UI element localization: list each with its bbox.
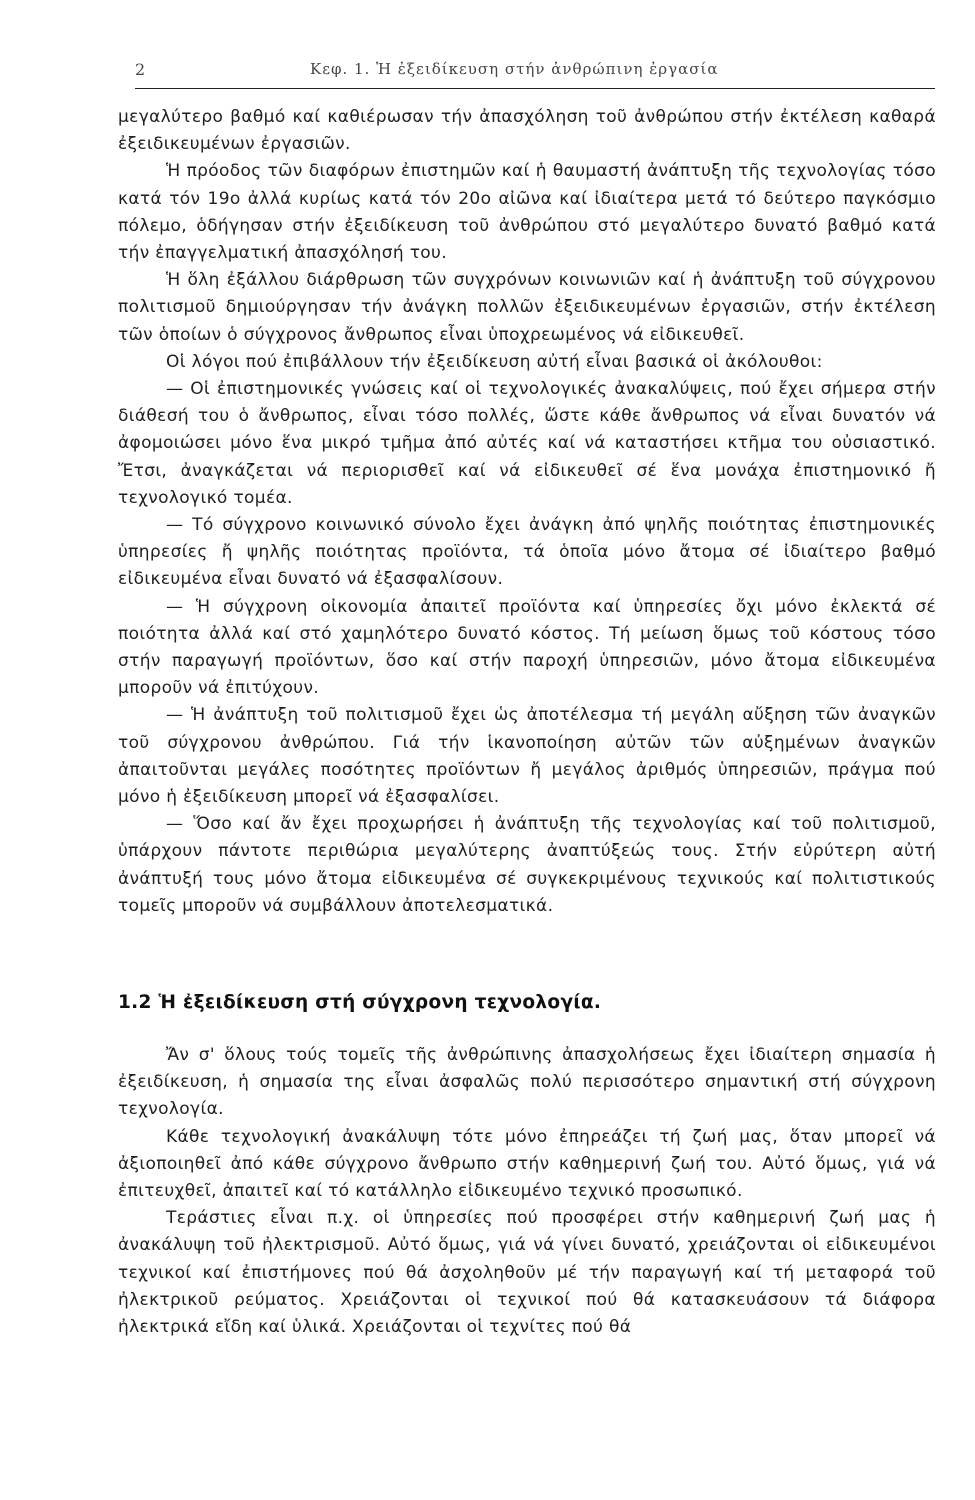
intro-text-block xyxy=(118,104,936,920)
paragraph: Κάθε τεχνολογική ἀνακάλυψη τότε μόνο ἐπηρεάζει τή ζωή μας, ὅταν μπορεῖ νά ἀξιοποιηθεῖ ἀπό κάθε σύγχρονο ἄνθρωπο στήν καθημερινή ζωή του. Αὐτό ὅμως, γιά νά ἐπιτευχθεῖ, ἀπαιτεῖ καί τό κατάλληλο εἰδικευμένο τεχνικό προσωπικό. xyxy=(118,1126,936,1202)
bullet-paragraph: — Ἡ ἀνάπτυξη τοῦ πολιτισμοῦ ἔχει ὡς ἀποτέλεσμα τή μεγάλη αὔξηση τῶν ἀναγκῶν τοῦ σύγχρονου ἀνθρώπου. Γιά τήν ἱκανοποίηση αὐτῶν τῶν αὐξημένων ἀναγκῶν ἀπαιτοῦνται μεγάλες ποσότητες προϊόντων ἤ μεγάλος ἀριθμός ὑπηρεσιῶν, πράγμα πού μόνο ἡ ἐξειδίκευση μπορεῖ νά ἐξασφαλίσει. xyxy=(118,705,936,808)
section-heading: 1.2 Ἡ ἐξειδίκευση στή σύγχρονη τεχνολογία. xyxy=(118,992,602,1013)
paragraph: Ἡ πρόοδος τῶν διαφόρων ἐπιστημῶν καί ἡ θαυμαστή ἀνάπτυξη τῆς τεχνολογίας τόσο κατά τόν 19ο ἀλλά κυρίως κατά τόν 20ο αἰῶνα καί ἰδιαίτερα μετά τό δεύτερο παγκόσμιο πόλεμο, ὁδήγησαν στήν ἐξειδίκευση τοῦ ἀνθρώπου στό μεγαλύτερο δυνατό βαθμό κατά τήν ἐπαγγελματική ἀπασχόλησή του. xyxy=(118,161,936,264)
running-header xyxy=(135,60,935,89)
paragraph: Τεράστιες εἶναι π.χ. οἱ ὑπηρεσίες πού προσφέρει στήν καθημερινή ζωή μας ἡ ἀνακάλυψη τοῦ ἠλεκτρισμοῦ. Αὐτό ὅμως, γιά νά γίνει δυνατό, χρειάζονται οἱ εἰδικευμένοι τεχνικοί καί ἐπιστήμονες πού θά ἀσχοληθοῦν μέ τήν παραγωγή καί τή μεταφορά τοῦ ἠλεκτρικοῦ ρεύματος. Χρειάζονται οἱ τεχνικοί πού θά κατασκευάσουν τά διάφορα ἠλεκτρικά εἴδη καί ὑλικά. Χρειάζονται οἱ τεχνίτες πού θά xyxy=(118,1208,936,1338)
bullet-paragraph: — Ὅσο καί ἄν ἔχει προχωρήσει ἡ ἀνάπτυξη τῆς τεχνολογίας καί τοῦ πολιτισμοῦ, ὑπάρχουν πάντοτε περιθώρια μεγαλύτερης ἀναπτύξεώς τους. Στήν εὐρύτερη αὐτή ἀνάπτυξή τους μόνο ἄτομα εἰδικευμένα σέ συγκεκριμένους τεχνικούς καί πολιτιστικούς τομεῖς μποροῦν νά συμβάλλουν ἀποτελεσματικά. xyxy=(118,814,936,916)
paragraph: Ἡ ὅλη ἐξάλλου διάρθρωση τῶν συγχρόνων κοινωνιῶν καί ἡ ἀνάπτυξη τοῦ σύγχρονου πολιτισμοῦ δημιούργησαν τήν ἀνάγκη πολλῶν ἐξειδικευμένων ἐργασιῶν, στήν ἐκτέλεση τῶν ὁποίων ὁ σύγχρονος ἄνθρωπος εἶναι ὑποχρεωμένος νά εἰδικευθεῖ. xyxy=(118,270,936,345)
bullet-paragraph: — Οἱ ἐπιστημονικές γνώσεις καί οἱ τεχνολογικές ἀνακαλύψεις, πού ἔχει σήμερα στήν διάθεσή του ὁ ἄνθρωπος, εἶναι τόσο πολλές, ὥστε κάθε ἄνθρωπος νά εἶναι δυνατόν νά ἀφομοιώσει μόνο ἕνα μικρό τμῆμα ἀπό αὐτές καί νά καταστήσει κτῆμα του οὐσιαστικό. Ἔτσι, ἀναγκάζεται νά περιορισθεῖ καί νά εἰδικευθεῖ σέ ἕνα μονάχα ἐπιστημονικό ἤ τεχνολογικό τομέα. xyxy=(118,379,936,508)
bullet-paragraph: — Ἡ σύγχρονη οἰκονομία ἀπαιτεῖ προϊόντα καί ὑπηρεσίες ὄχι μόνο ἐκλεκτά σέ ποιότητα ἀλλά καί στό χαμηλότερο δυνατό κόστος. Τή μείωση ὅμως τοῦ κόστους τόσο στήν παραγωγή προϊόντων, ὅσο καί στήν παροχή ὑπηρεσιῶν, μόνο ἄτομα εἰδικευμένα μποροῦν νά ἐπιτύχουν. xyxy=(118,596,936,699)
section-text-block xyxy=(118,1042,936,1341)
paragraph: μεγαλύτερο βαθμό καί καθιέρωσαν τήν ἀπασχόληση τοῦ ἀνθρώπου στήν ἐκτέλεση καθαρά ἐξειδικευμένων ἐργασιῶν. xyxy=(118,107,936,155)
page-number: 2 xyxy=(135,60,147,79)
paragraph: Οἱ λόγοι πού ἐπιβάλλουν τήν ἐξειδίκευση αὐτή εἶναι βασικά οἱ ἀκόλουθοι: xyxy=(166,351,823,372)
paragraph: Ἄν σ' ὅλους τούς τομεῖς τῆς ἀνθρώπινης ἀπασχολήσεως ἔχει ἰδιαίτερη σημασία ἡ ἐξειδίκευση, ἡ σημασία της εἶναι ἀσφαλῶς πολύ περισσότερο σημαντική στή σύγχρονη τεχνολογία. xyxy=(118,1045,936,1120)
running-head-title: Κεφ. 1. Ἡ ἐξειδίκευση στήν ἀνθρώπινη ἐργασία xyxy=(310,60,719,78)
bullet-paragraph: — Τό σύγχρονο κοινωνικό σύνολο ἔχει ἀνάγκη ἀπό ψηλῆς ποιότητας ἐπιστημονικές ὑπηρεσίες ἤ ψηλῆς ποιότητας προϊόντα, τά ὁποῖα μόνο ἄτομα σέ ἰδιαίτερο βαθμό εἰδικευμένα εἶναι δυνατό νά ἐξασφαλίσουν. xyxy=(118,515,936,590)
